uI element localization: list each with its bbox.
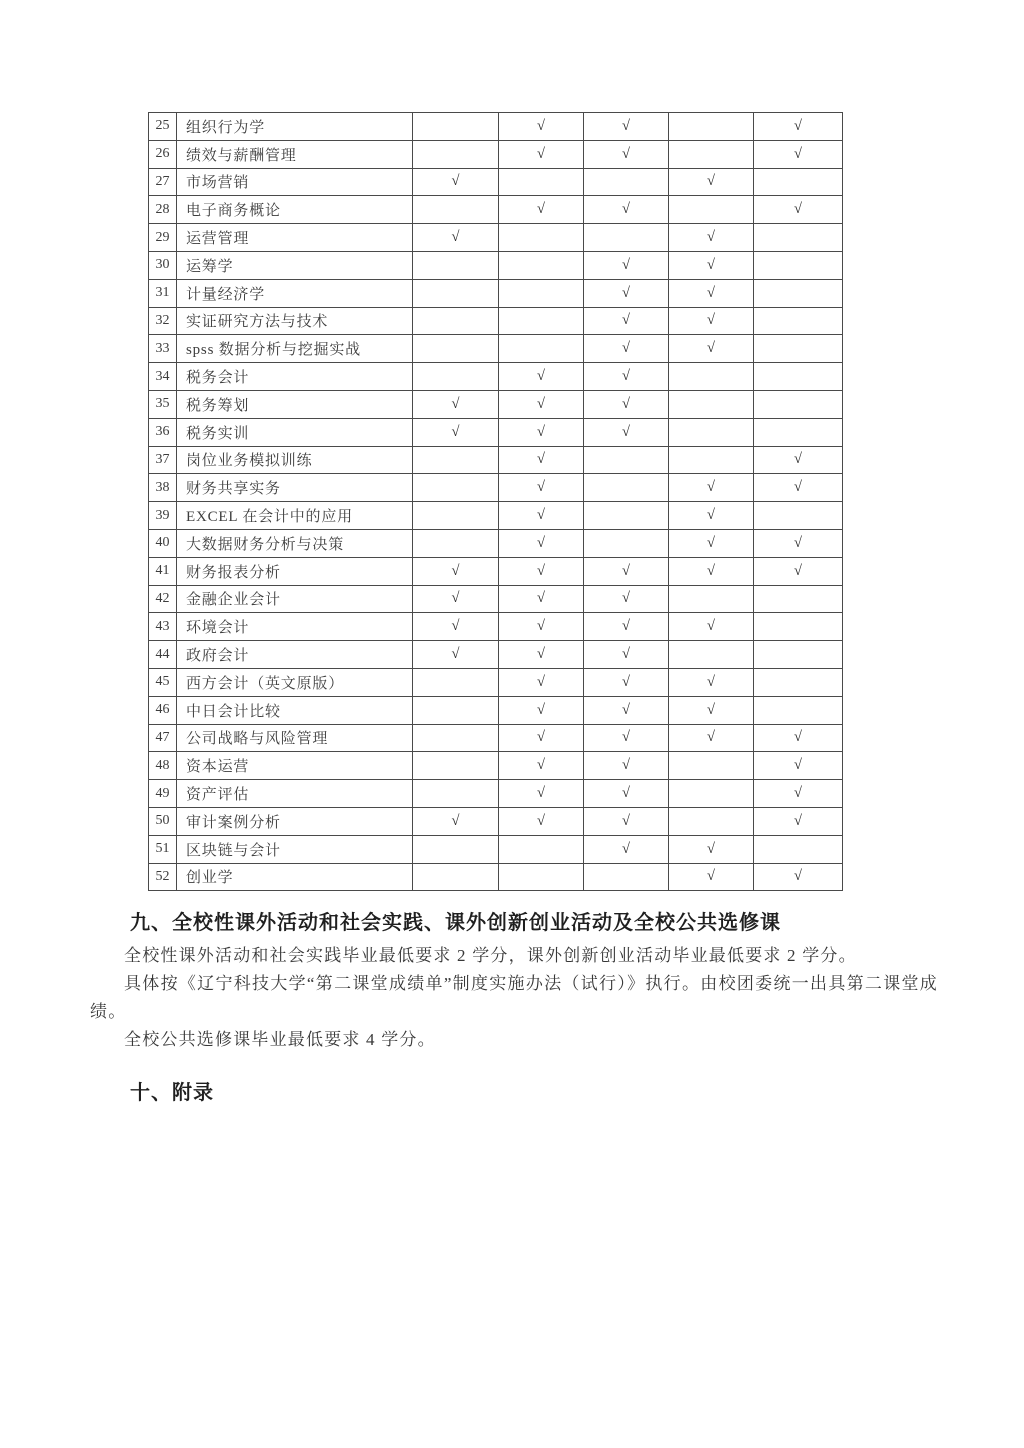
check-cell	[669, 752, 754, 780]
course-name-cell: 财务共享实务	[177, 474, 413, 502]
check-cell: √	[499, 474, 584, 502]
check-cell: √	[499, 780, 584, 808]
check-cell: √	[499, 140, 584, 168]
check-cell: √	[499, 724, 584, 752]
check-cell: √	[669, 835, 754, 863]
course-number-cell: 36	[149, 418, 177, 446]
table-row	[149, 724, 843, 752]
table-row	[149, 390, 843, 418]
check-cell	[584, 529, 669, 557]
check-cell	[669, 807, 754, 835]
course-number-cell: 43	[149, 613, 177, 641]
check-cell: √	[413, 807, 499, 835]
course-name-cell: 市场营销	[177, 168, 413, 196]
check-cell: √	[669, 335, 754, 363]
check-cell: √	[413, 641, 499, 669]
check-cell: √	[584, 752, 669, 780]
course-name-cell: 中日会计比较	[177, 696, 413, 724]
check-cell: √	[584, 363, 669, 391]
check-cell: √	[669, 613, 754, 641]
check-cell	[754, 613, 843, 641]
check-cell: √	[754, 807, 843, 835]
check-cell: √	[669, 168, 754, 196]
check-cell	[413, 780, 499, 808]
course-name-cell: 税务会计	[177, 363, 413, 391]
course-number-cell: 49	[149, 780, 177, 808]
check-cell	[413, 140, 499, 168]
check-cell: √	[584, 668, 669, 696]
check-cell	[669, 140, 754, 168]
check-cell: √	[499, 418, 584, 446]
check-cell: √	[669, 307, 754, 335]
check-cell	[499, 307, 584, 335]
check-cell	[413, 279, 499, 307]
course-number-cell: 44	[149, 641, 177, 669]
check-cell	[754, 668, 843, 696]
check-cell: √	[669, 724, 754, 752]
table-row	[149, 251, 843, 279]
check-cell	[499, 335, 584, 363]
table-row	[149, 529, 843, 557]
check-cell	[584, 168, 669, 196]
course-number-cell: 31	[149, 279, 177, 307]
check-cell	[584, 474, 669, 502]
check-cell	[754, 307, 843, 335]
check-cell: √	[584, 113, 669, 141]
check-cell: √	[584, 251, 669, 279]
table-row	[149, 335, 843, 363]
section-heading-9: 九、全校性课外活动和社会实践、课外创新创业活动及全校公共选修课	[130, 912, 781, 934]
table-row	[149, 585, 843, 613]
check-cell: √	[499, 585, 584, 613]
check-cell	[413, 835, 499, 863]
check-cell: √	[754, 863, 843, 891]
check-cell	[499, 251, 584, 279]
check-cell: √	[584, 807, 669, 835]
table-row	[149, 557, 843, 585]
course-number-cell: 42	[149, 585, 177, 613]
table-row	[149, 502, 843, 530]
check-cell	[669, 113, 754, 141]
check-cell: √	[754, 724, 843, 752]
course-number-cell: 38	[149, 474, 177, 502]
course-name-cell: 资本运营	[177, 752, 413, 780]
course-name-cell: 绩效与薪酬管理	[177, 140, 413, 168]
check-cell: √	[584, 279, 669, 307]
table-row	[149, 613, 843, 641]
check-cell	[669, 585, 754, 613]
course-name-cell: 大数据财务分析与决策	[177, 529, 413, 557]
check-cell: √	[669, 224, 754, 252]
table-row	[149, 224, 843, 252]
check-cell	[754, 502, 843, 530]
check-cell	[413, 196, 499, 224]
check-cell	[413, 307, 499, 335]
course-number-cell: 32	[149, 307, 177, 335]
check-cell: √	[499, 529, 584, 557]
check-cell	[584, 446, 669, 474]
table-row	[149, 752, 843, 780]
course-name-cell: 组织行为学	[177, 113, 413, 141]
course-number-cell: 46	[149, 696, 177, 724]
course-number-cell: 39	[149, 502, 177, 530]
check-cell: √	[413, 613, 499, 641]
check-cell	[754, 279, 843, 307]
course-name-cell: EXCEL 在会计中的应用	[177, 502, 413, 530]
check-cell	[754, 168, 843, 196]
check-cell: √	[669, 557, 754, 585]
course-number-cell: 40	[149, 529, 177, 557]
paragraph-extracurricular-credits: 全校性课外活动和社会实践毕业最低要求 2 学分，课外创新创业活动毕业最低要求 2 学分。	[124, 946, 857, 965]
check-cell	[413, 863, 499, 891]
course-number-cell: 34	[149, 363, 177, 391]
check-cell	[413, 446, 499, 474]
check-cell	[499, 835, 584, 863]
table-row	[149, 418, 843, 446]
check-cell: √	[584, 835, 669, 863]
check-cell	[584, 502, 669, 530]
check-cell	[584, 863, 669, 891]
check-cell: √	[584, 585, 669, 613]
check-cell: √	[669, 502, 754, 530]
check-cell	[754, 696, 843, 724]
check-cell: √	[754, 474, 843, 502]
course-name-cell: 运筹学	[177, 251, 413, 279]
check-cell: √	[499, 696, 584, 724]
check-cell: √	[584, 335, 669, 363]
check-cell: √	[584, 780, 669, 808]
course-number-cell: 47	[149, 724, 177, 752]
check-cell: √	[413, 585, 499, 613]
course-number-cell: 52	[149, 863, 177, 891]
course-number-cell: 33	[149, 335, 177, 363]
course-name-cell: 计量经济学	[177, 279, 413, 307]
course-number-cell: 28	[149, 196, 177, 224]
check-cell: √	[499, 557, 584, 585]
table-row	[149, 835, 843, 863]
check-cell	[413, 113, 499, 141]
course-number-cell: 45	[149, 668, 177, 696]
check-cell: √	[584, 390, 669, 418]
paragraph-second-classroom-policy: 具体按《辽宁科技大学“第二课堂成绩单”制度实施办法（试行）》执行。由校团委统一出具第二课堂成绩。	[90, 974, 938, 1021]
check-cell: √	[754, 529, 843, 557]
check-cell	[499, 224, 584, 252]
course-name-cell: 资产评估	[177, 780, 413, 808]
course-name-cell: 税务筹划	[177, 390, 413, 418]
table-row	[149, 446, 843, 474]
check-cell	[754, 418, 843, 446]
table-row	[149, 696, 843, 724]
check-cell	[669, 446, 754, 474]
table-row	[149, 279, 843, 307]
course-name-cell: spss 数据分析与挖掘实战	[177, 335, 413, 363]
table-row	[149, 668, 843, 696]
course-name-cell: 公司战略与风险管理	[177, 724, 413, 752]
course-name-cell: 税务实训	[177, 418, 413, 446]
check-cell: √	[584, 307, 669, 335]
course-name-cell: 实证研究方法与技术	[177, 307, 413, 335]
course-table	[148, 112, 843, 891]
course-number-cell: 25	[149, 113, 177, 141]
check-cell: √	[413, 390, 499, 418]
check-cell: √	[584, 196, 669, 224]
course-name-cell: 创业学	[177, 863, 413, 891]
table-row	[149, 113, 843, 141]
table-row	[149, 863, 843, 891]
check-cell: √	[584, 641, 669, 669]
check-cell: √	[584, 696, 669, 724]
check-cell	[669, 390, 754, 418]
check-cell	[754, 641, 843, 669]
check-cell	[754, 335, 843, 363]
course-name-cell: 岗位业务模拟训练	[177, 446, 413, 474]
check-cell: √	[754, 780, 843, 808]
check-cell: √	[754, 446, 843, 474]
check-cell: √	[754, 196, 843, 224]
course-number-cell: 30	[149, 251, 177, 279]
check-cell: √	[499, 668, 584, 696]
table-row	[149, 641, 843, 669]
check-cell: √	[499, 752, 584, 780]
course-name-cell: 环境会计	[177, 613, 413, 641]
course-name-cell: 政府会计	[177, 641, 413, 669]
check-cell	[413, 363, 499, 391]
check-cell	[413, 251, 499, 279]
course-number-cell: 51	[149, 835, 177, 863]
check-cell: √	[499, 196, 584, 224]
check-cell	[413, 502, 499, 530]
table-row	[149, 140, 843, 168]
check-cell	[413, 529, 499, 557]
table-row	[149, 168, 843, 196]
check-cell	[413, 696, 499, 724]
check-cell: √	[584, 613, 669, 641]
course-name-cell: 区块链与会计	[177, 835, 413, 863]
check-cell: √	[413, 168, 499, 196]
table-row	[149, 474, 843, 502]
check-cell	[754, 585, 843, 613]
table-row	[149, 307, 843, 335]
check-cell	[413, 668, 499, 696]
section-heading-10: 十、附录	[130, 1082, 214, 1104]
course-name-cell: 审计案例分析	[177, 807, 413, 835]
check-cell	[754, 835, 843, 863]
course-number-cell: 27	[149, 168, 177, 196]
check-cell: √	[499, 390, 584, 418]
check-cell: √	[499, 113, 584, 141]
check-cell	[669, 780, 754, 808]
course-number-cell: 37	[149, 446, 177, 474]
course-number-cell: 50	[149, 807, 177, 835]
check-cell: √	[499, 807, 584, 835]
check-cell	[669, 641, 754, 669]
course-name-cell: 西方会计（英文原版）	[177, 668, 413, 696]
check-cell: √	[584, 724, 669, 752]
check-cell: √	[669, 251, 754, 279]
course-number-cell: 26	[149, 140, 177, 168]
check-cell	[754, 390, 843, 418]
check-cell: √	[499, 502, 584, 530]
check-cell	[669, 196, 754, 224]
table-row	[149, 196, 843, 224]
check-cell: √	[669, 696, 754, 724]
check-cell: √	[584, 557, 669, 585]
table-row	[149, 363, 843, 391]
course-number-cell: 29	[149, 224, 177, 252]
check-cell	[754, 224, 843, 252]
check-cell: √	[584, 418, 669, 446]
check-cell: √	[413, 224, 499, 252]
check-cell: √	[499, 446, 584, 474]
check-cell: √	[413, 557, 499, 585]
check-cell: √	[499, 641, 584, 669]
check-cell: √	[669, 863, 754, 891]
check-cell	[669, 418, 754, 446]
course-name-cell: 电子商务概论	[177, 196, 413, 224]
check-cell	[754, 251, 843, 279]
section-body-text	[90, 942, 938, 1054]
check-cell	[499, 279, 584, 307]
check-cell: √	[754, 752, 843, 780]
check-cell: √	[499, 613, 584, 641]
course-name-cell: 金融企业会计	[177, 585, 413, 613]
course-name-cell: 运营管理	[177, 224, 413, 252]
course-table-body	[149, 113, 843, 891]
check-cell	[413, 474, 499, 502]
check-cell	[499, 168, 584, 196]
course-name-cell: 财务报表分析	[177, 557, 413, 585]
course-number-cell: 41	[149, 557, 177, 585]
check-cell	[754, 363, 843, 391]
check-cell: √	[499, 363, 584, 391]
table-row	[149, 780, 843, 808]
check-cell	[413, 724, 499, 752]
check-cell: √	[669, 474, 754, 502]
check-cell: √	[669, 668, 754, 696]
check-cell	[669, 363, 754, 391]
check-cell	[584, 224, 669, 252]
check-cell	[413, 752, 499, 780]
check-cell: √	[754, 113, 843, 141]
check-cell	[413, 335, 499, 363]
paragraph-elective-credits: 全校公共选修课毕业最低要求 4 学分。	[124, 1030, 436, 1049]
course-number-cell: 35	[149, 390, 177, 418]
check-cell: √	[754, 557, 843, 585]
check-cell: √	[413, 418, 499, 446]
check-cell: √	[754, 140, 843, 168]
table-row	[149, 807, 843, 835]
check-cell: √	[669, 279, 754, 307]
course-number-cell: 48	[149, 752, 177, 780]
check-cell	[499, 863, 584, 891]
check-cell: √	[584, 140, 669, 168]
check-cell: √	[669, 529, 754, 557]
